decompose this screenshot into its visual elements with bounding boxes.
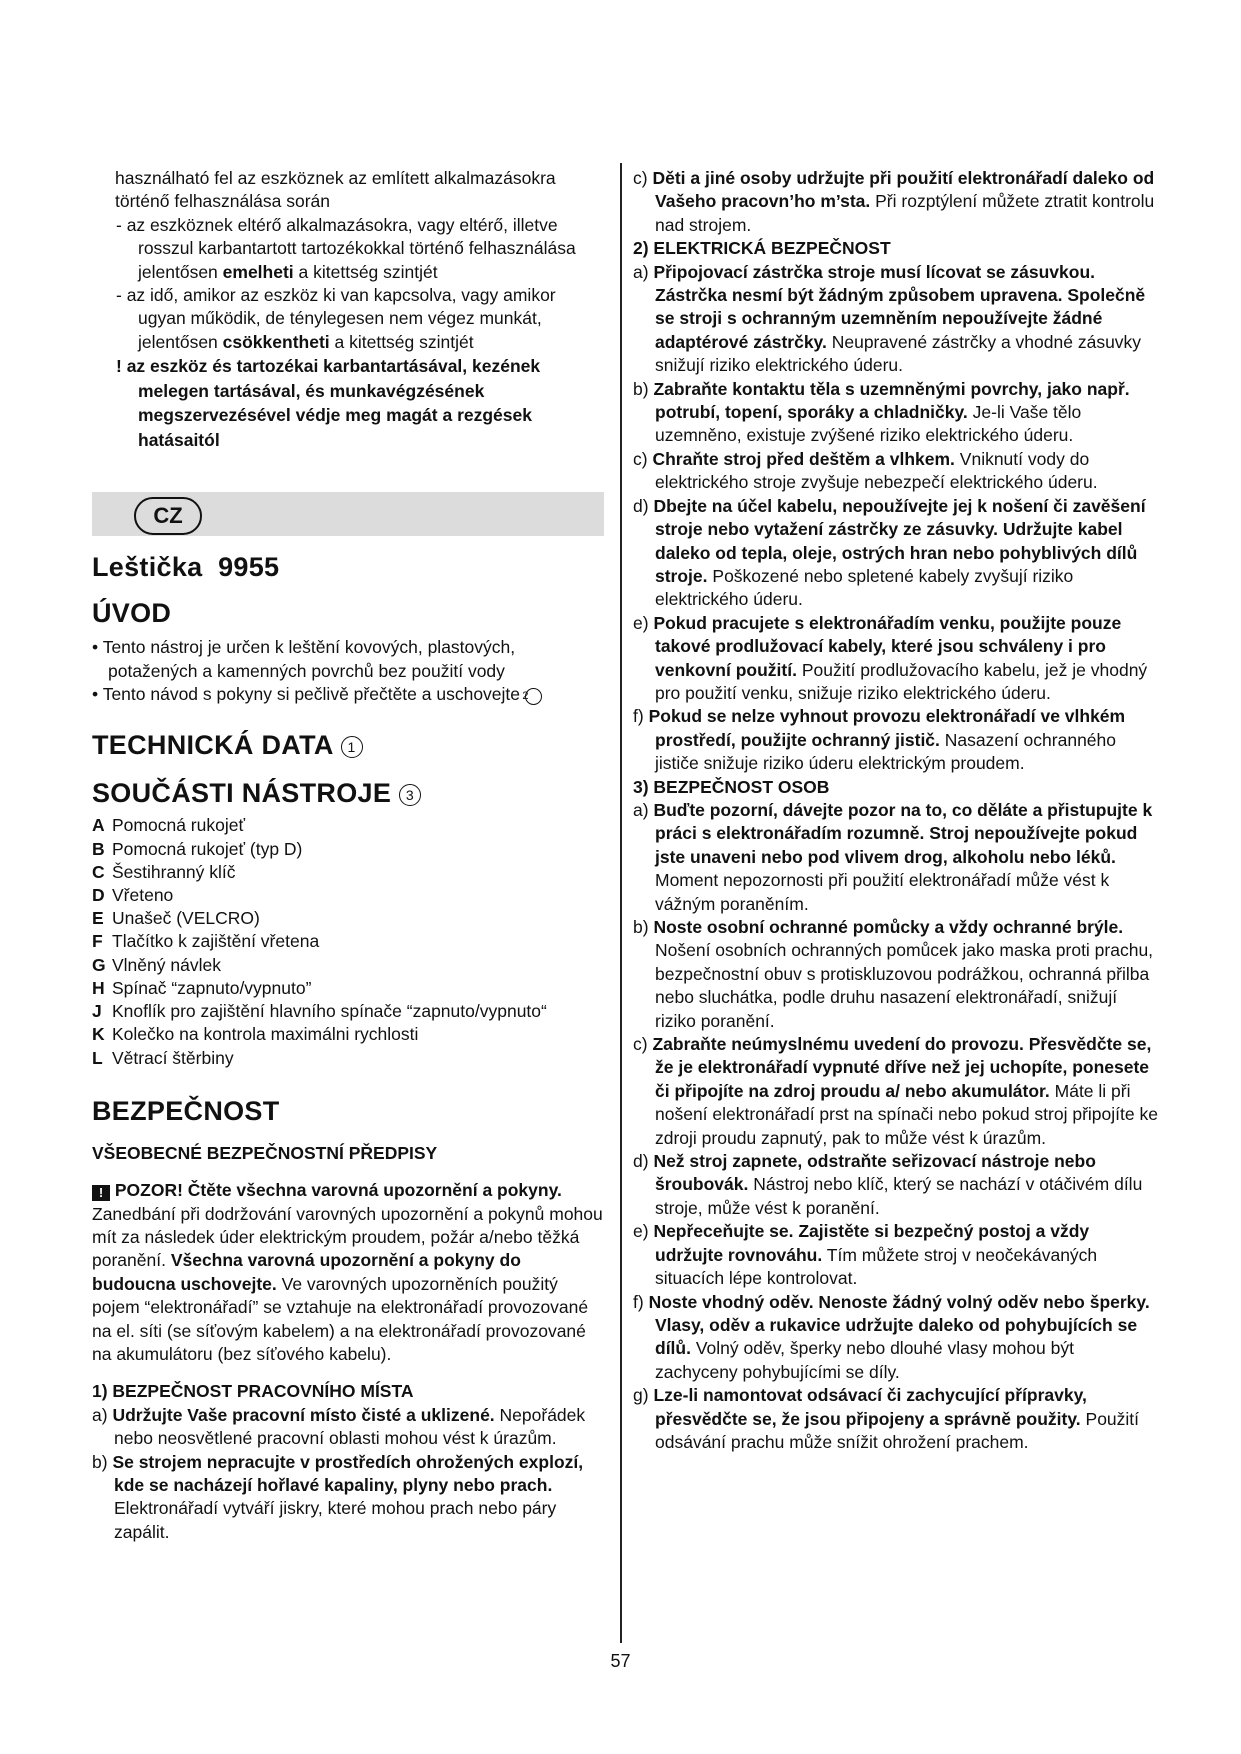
personal-safety-title: 3) BEZPEČNOST OSOB (633, 776, 830, 797)
parts-list (92, 814, 604, 1069)
right-column (633, 167, 1158, 1454)
list-item: C Šestihranný klíč (92, 861, 236, 882)
general-rules-title: VŠEOBECNÉ BEZPEČNOSTNÍ PŘEDPISY (92, 1142, 438, 1163)
dash-item-1: - az eszköznek eltérő alkalmazásokra, vagy eltérő, illetve rosszul karbantartott tartozékokkal történő felhasználása jelentősen emelheti a kitettség szintjét (116, 214, 576, 282)
list-item: a) Připojovací zástrčka stroje musí lícovat se zásuvkou. Zástrčka nesmí být žádným způsobem upravena. Společně se stroji s ochranným uzemněním nepoužívejte žádné adaptérové zástrčky. Neupravené zástrčky a vhodné zásuvky snižují riziko elektrického úderu. (633, 261, 1146, 376)
list-item: a) Buďte pozorní, dávejte pozor na to, co děláte a přistupujte k práci s elektronářadím rozumně. Stroj nepoužívejte pokud jste unaveni nebo pod vlivem drog, alkoholu nebo léků. Moment nepozornosti při použití elektronářadí může vést k vážným poraněním. (633, 799, 1153, 914)
reference-circle: 2 (525, 688, 542, 705)
list-item: e) Pokud pracujete s elektronářadím venku, použijte pouze takové prodlužovací kabely, které jsou schváleny i pro venkovní použití. Použití prodlužovacího kabelu, jež je vhodný pro použití venku, snižuje riziko elektrického úderu. (633, 612, 1148, 703)
list-item: D Vřeteno (92, 885, 174, 906)
list-item: c) Zabraňte neúmyslnému uvedení do provozu. Přesvědčte se, že je elektronářadí vypnuté dříve než jej uchopíte, ponesete či připojíte na zdroj proudu a/ nebo akumulátor. Máte li při nošení elektronářadí prst na spínači nebo pokud stroj připojíte ke zdroji proudu zapnutý, pak to může vést k úrazům. (633, 1034, 1158, 1148)
list-item: b) Noste osobní ochranné pomůcky a vždy ochranné brýle. Nošení osobních ochranných pomůcek jako maska proti prachu, bezpečnostní obuv s protiskluzovou podrážkou, ochranná přilba nebo sluchátka, podle druhu nasazení elektronářadí, snižují riziko poranění. (633, 917, 1154, 1031)
language-bar (92, 492, 604, 536)
list-item: f) Noste vhodný oděv. Nenoste žádný volný oděv nebo šperky. Vlasy, oděv a rukavice udržujte daleko od pohybujících se dílů. Volný oděv, šperky nebo dlouhé vlasy mohou být zachyceny pohybujícími se díly. (633, 1291, 1150, 1382)
uvod-title: ÚVOD (92, 598, 172, 629)
list-item: e) Nepřeceňujte se. Zajistěte si bezpečný postoj a vždy udržujte rovnováhu. Tím můžete stroj v neočekávaných situacích lépe kontrolovat. (633, 1221, 1098, 1289)
list-item: • Tento nástroj je určen k leštění kovových, plastových, potažených a kamenných povrchů bez použití vody (92, 637, 516, 681)
work-safety-title: 1) BEZPEČNOST PRACOVNÍHO MÍSTA (92, 1381, 414, 1402)
tech-data-title: TECHNICKÁ DATA 1 (92, 728, 604, 762)
list-item: f) Pokud se nelze vyhnout provozu elektronářadí ve vlhkém prostředí, použijte ochranný jistič. Nasazení ochranného jističe snižuje riziko úderu elektrickým proudem. (633, 706, 1126, 774)
reference-circle: 3 (399, 784, 421, 806)
language-badge: CZ (134, 497, 202, 535)
list-item: G Vlněný návlek (92, 954, 221, 975)
list-item: c) Chraňte stroj před deštěm a vlhkem. Vniknutí vody do elektrického stroje zvyšuje nebezpečí elektrického úderu. (633, 448, 1098, 493)
page-number: 57 (610, 1651, 631, 1671)
warning-icon: ! (92, 1185, 110, 1201)
list-item: a) Udržujte Vaše pracovní místo čisté a uklizené. Nepořádek nebo neosvětlené pracovní oblasti mohou vést k úrazům. (92, 1404, 586, 1449)
electrical-safety-title: 2) ELEKTRICKÁ BEZPEČNOST (633, 238, 891, 259)
list-item: B Pomocná rukojeť (typ D) (92, 838, 303, 859)
reference-circle: 1 (341, 736, 363, 758)
safety-title: BEZPEČNOST (92, 1095, 280, 1126)
list-item: H Spínač “zapnuto/vypnuto” (92, 977, 312, 998)
list-item: d) Dbejte na účel kabelu, nepoužívejte jej k nošení či zavěšení stroje nebo vytažení zástrčky ze zásuvky. Udržujte kabel daleko od tepla, oleje, ostrých hran nebo pohyblivých dílů stroje. Poškozené nebo spletené kabely zvyšují riziko elektrického úderu. (633, 495, 1146, 610)
left-column (92, 167, 604, 1544)
list-item: J Knoflík pro zajištění hlavního spínače “zapnuto/vypnuto“ (92, 1001, 547, 1022)
list-item: A Pomocná rukojeť (92, 815, 246, 836)
parts-title: SOUČÁSTI NÁSTROJE 3 (92, 776, 604, 810)
list-item: b) Zabraňte kontaktu těla s uzemněnými povrchy, jako např. potrubí, topení, sporáky a chladničky. Je-li Vaše tělo uzemněno, existuje zvýšené riziko elektrického úderu. (633, 378, 1130, 446)
exclamation-note: ! az eszköz és tartozékai karbantartásával, kezének melegen tartásával, és munkavégzésének megszervezésével védje meg magát a rezgések hatásaitól (116, 356, 541, 450)
product-title: Leštička 9955 (92, 552, 280, 583)
list-item: F Tlačítko k zajištění vřetena (92, 931, 320, 952)
list-item: K Kolečko na kontrola maximálni rychlosti (92, 1024, 419, 1045)
column-divider (620, 163, 622, 1643)
dash-item-2: - az idő, amikor az eszköz ki van kapcsolva, vagy amikor ugyan működik, de ténylegesen nem végez munkát, jelentősen csökkentheti a kitettség szintjét (116, 285, 556, 352)
list-item: g) Lze-li namontovat odsávací či zachycující přípravky, přesvědčte se, že jsou připojeny a správně použity. Použití odsávání prachu může snížit ohrožení prachem. (633, 1385, 1140, 1452)
list-item: c) Děti a jiné osoby udržujte při použití elektronářadí daleko od Vašeho pracovn’ho m’sta. Při rozptýlení můžete ztratit kontrolu nad strojem. (633, 168, 1155, 235)
uvod-list (92, 636, 604, 706)
intro-text: használható fel az eszköznek az említett alkalmazásokra történő felhasználása során (115, 168, 556, 212)
warning-paragraph: ! POZOR! Čtěte všechna varovná upozornění a pokyny. Zanedbání při dodržování varovných upozornění a pokynů mohou mít za následek úder elektrickým proudem, požár a/nebo těžká poranění. Všechna varovná upozornění a pokyny do budoucna uschovejte. Ve varovných upozorněních použitý pojem “elektronářadí” se vztahuje na elektronářadí provozované na el. síti (se síťovým kabelem) a na elektronářadí provozované na akumulátoru (bez síťového kabelu). (92, 1180, 603, 1364)
list-item: d) Než stroj zapnete, odstraňte seřizovací nástroje nebo šroubovák. Nástroj nebo klíč, který se nachází v otáčivém dílu stroje, může vést k poranění. (633, 1151, 1143, 1218)
list-item: E Unašeč (VELCRO) (92, 908, 260, 929)
list-item: L Větrací štěrbiny (92, 1047, 234, 1068)
list-item: b) Se strojem nepracujte v prostředích ohrožených explozí, kde se nacházejí hořlavé kapaliny, plyny nebo prach. Elektronářadí vytváří jiskry, které mohou prach nebo páry zapálit. (92, 1451, 584, 1542)
list-item: • Tento návod s pokyny si pečlivě přečtěte a uschovejte 2 (92, 683, 604, 706)
